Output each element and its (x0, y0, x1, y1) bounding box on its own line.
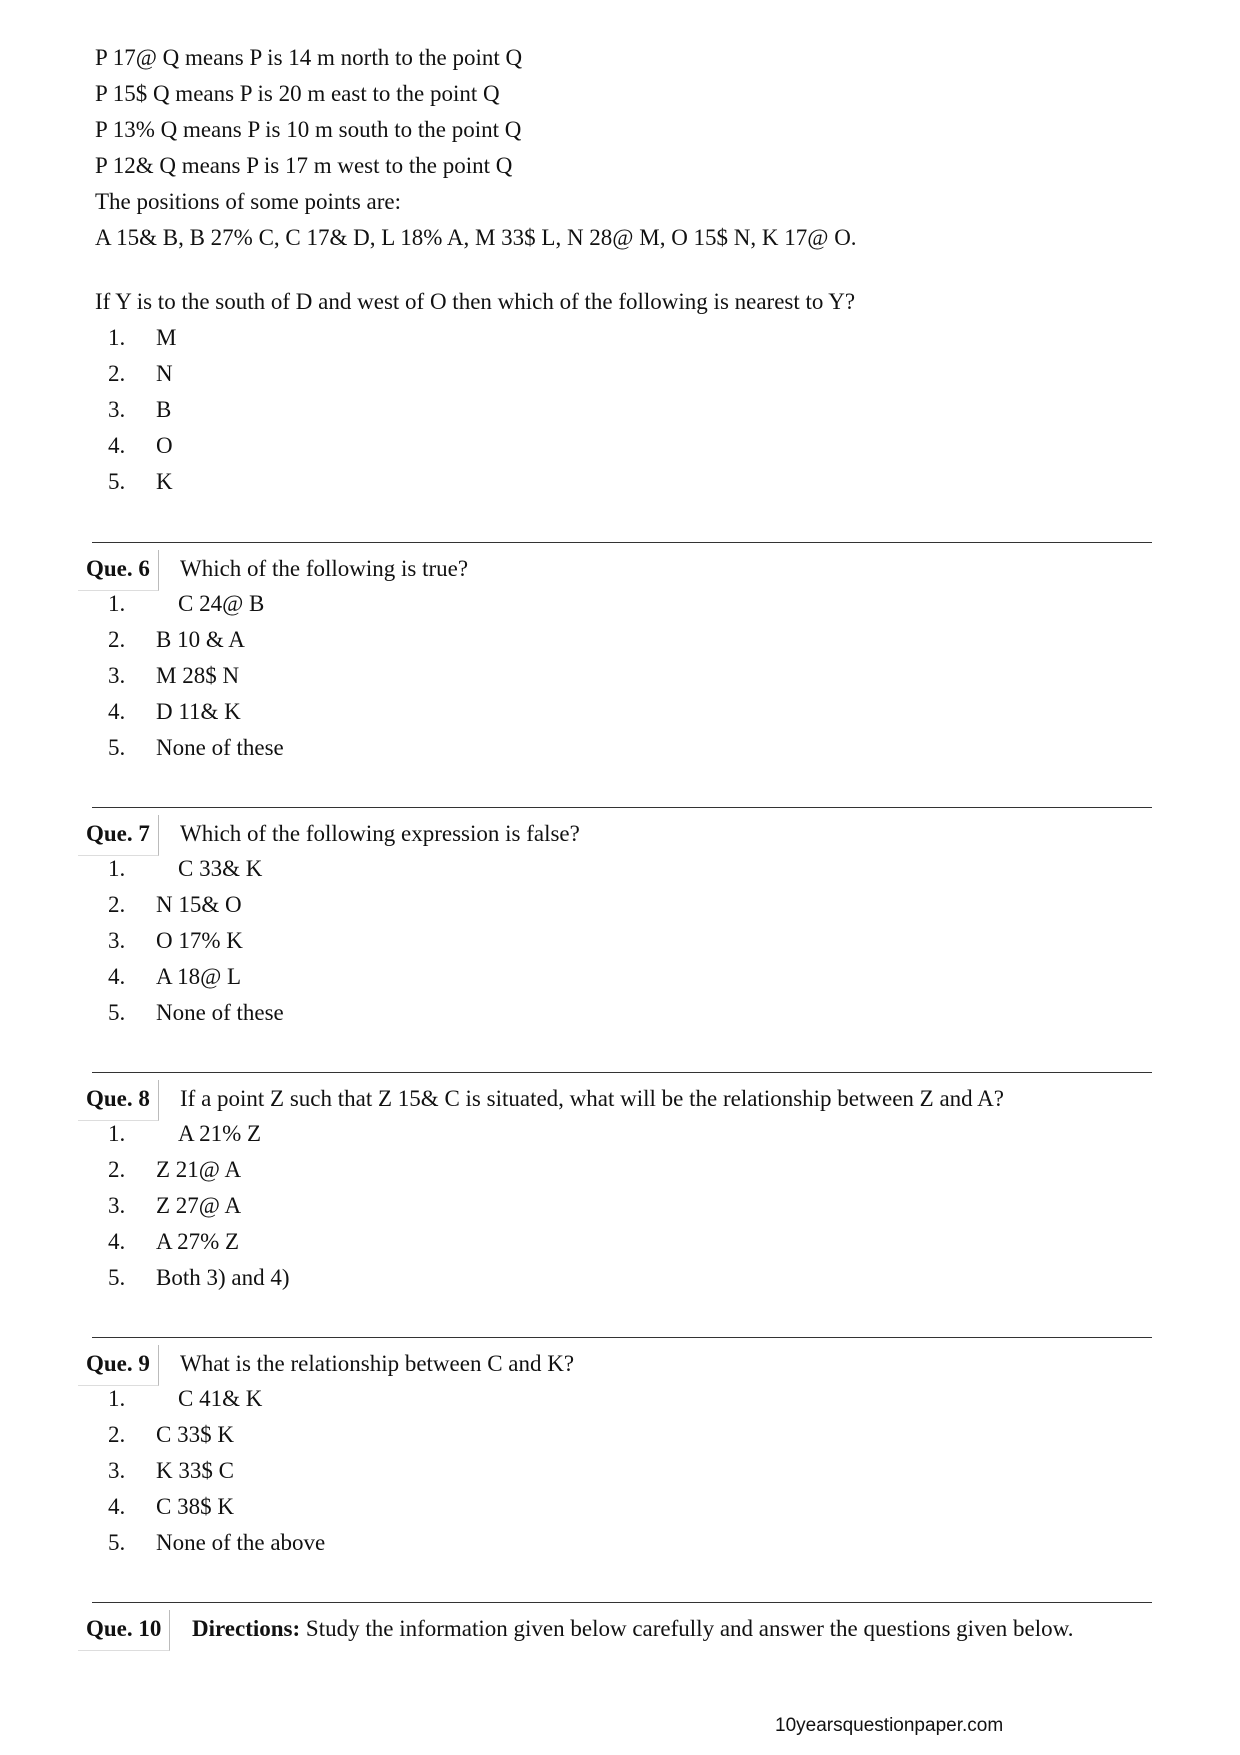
rule-line: P 17@ Q means P is 14 m north to the point Q (95, 45, 523, 70)
question-6-label: Que. 6 (78, 550, 159, 591)
question-6-text: Which of the following is true? (180, 556, 469, 581)
option-text: N 15& O (156, 892, 242, 917)
option-text: C 38$ K (156, 1494, 234, 1519)
option-number: 4. (108, 699, 126, 724)
positions-label: The positions of some points are: (95, 189, 401, 214)
option-text: D 11& K (156, 699, 241, 724)
option-number: 3. (108, 1458, 126, 1483)
option-text: N (156, 361, 173, 386)
option-text: C 41& K (178, 1386, 263, 1411)
option-number: 1. (108, 1386, 126, 1411)
option-number: 5. (108, 735, 126, 760)
directions-label: Directions: (192, 1616, 301, 1641)
question-10-label: Que. 10 (78, 1610, 170, 1651)
positions-list: A 15& B, B 27% C, C 17& D, L 18% A, M 33$ L, N 28@ M, O 15$ N, K 17@ O. (95, 225, 857, 250)
divider (92, 1072, 1152, 1073)
option-number: 4. (108, 964, 126, 989)
rule-line: P 13% Q means P is 10 m south to the point Q (95, 117, 522, 142)
divider (92, 1602, 1152, 1603)
option-number: 1. (108, 591, 126, 616)
option-number: 2. (108, 1422, 126, 1447)
option-text: Z 27@ A (156, 1193, 242, 1218)
option-number: 1. (108, 1121, 126, 1146)
divider (92, 1337, 1152, 1338)
option-text: A 21% Z (178, 1121, 262, 1146)
option-number: 5. (108, 469, 126, 494)
option-text: None of these (156, 1000, 284, 1025)
question-8-label: Que. 8 (78, 1080, 159, 1121)
question-7-label: Que. 7 (78, 815, 159, 856)
option-number: 2. (108, 1157, 126, 1182)
website-footer: 10yearsquestionpaper.com (775, 1715, 1004, 1736)
option-text: M (156, 325, 177, 350)
option-number: 2. (108, 627, 126, 652)
option-number: 1. (108, 325, 126, 350)
option-number: 4. (108, 433, 126, 458)
question-10-text (192, 1614, 1073, 1644)
option-number: 5. (108, 1265, 126, 1290)
rule-line: P 15$ Q means P is 20 m east to the point Q (95, 81, 500, 106)
option-text: C 33& K (178, 856, 263, 881)
option-text: K (156, 469, 173, 494)
option-number: 3. (108, 397, 126, 422)
question-8-text: If a point Z such that Z 15& C is situated, what will be the relationship between Z and A? (180, 1086, 1004, 1111)
option-number: 3. (108, 928, 126, 953)
divider (92, 807, 1152, 808)
question-5-text: If Y is to the south of D and west of O then which of the following is nearest to Y? (95, 289, 856, 314)
divider (92, 542, 1152, 543)
rule-line: P 12& Q means P is 17 m west to the point Q (95, 153, 513, 178)
question-9-text: What is the relationship between C and K? (180, 1351, 575, 1376)
option-number: 4. (108, 1494, 126, 1519)
option-text: None of these (156, 735, 284, 760)
directions-text: Study the information given below carefully and answer the questions given below. (300, 1616, 1074, 1641)
option-number: 5. (108, 1000, 126, 1025)
option-text: A 27% Z (156, 1229, 240, 1254)
option-text: B 10 & A (156, 627, 245, 652)
option-text: A 18@ L (156, 964, 242, 989)
option-text: None of the above (156, 1530, 326, 1555)
option-text: Z 21@ A (156, 1157, 242, 1182)
option-number: 5. (108, 1530, 126, 1555)
option-number: 2. (108, 361, 126, 386)
option-text: Both 3) and 4) (156, 1265, 290, 1290)
option-text: O (156, 433, 173, 458)
option-text: C 33$ K (156, 1422, 234, 1447)
option-number: 4. (108, 1229, 126, 1254)
option-text: K 33$ C (156, 1458, 234, 1483)
option-text: M 28$ N (156, 663, 240, 688)
option-number: 3. (108, 1193, 126, 1218)
question-9-label: Que. 9 (78, 1345, 159, 1386)
question-7-text: Which of the following expression is false? (180, 821, 580, 846)
option-text: B (156, 397, 172, 422)
option-number: 2. (108, 892, 126, 917)
option-text: O 17% K (156, 928, 243, 953)
option-number: 1. (108, 856, 126, 881)
option-number: 3. (108, 663, 126, 688)
option-text: C 24@ B (178, 591, 265, 616)
